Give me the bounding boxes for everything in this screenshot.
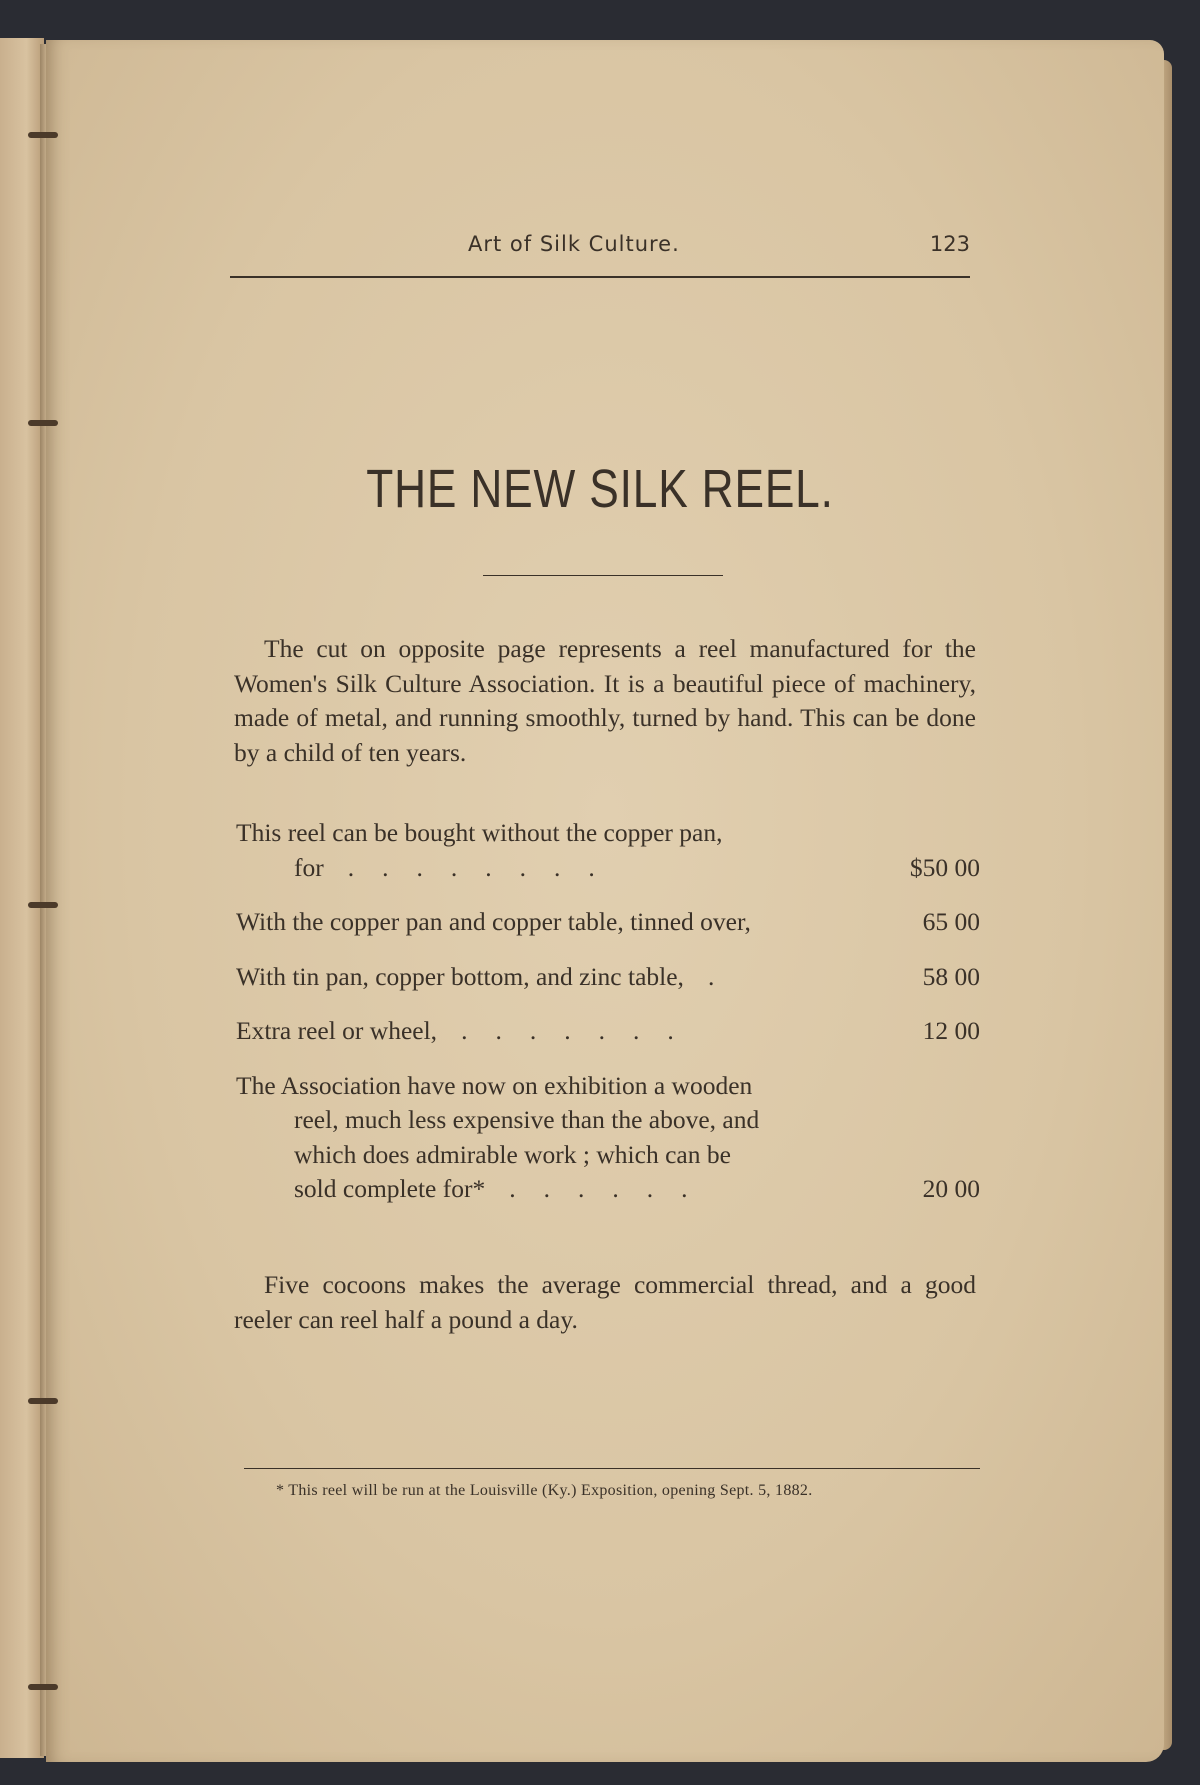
dot-leader: ....... — [461, 1016, 702, 1045]
binding-stitch — [28, 1398, 58, 1404]
price-item-text: which does admirable work ; which can be — [294, 1139, 731, 1169]
price-item — [236, 960, 980, 995]
row-gap — [236, 994, 980, 1014]
row-gap — [236, 1049, 980, 1069]
price-item-line — [236, 1172, 894, 1207]
dot-leader: . — [707, 961, 743, 991]
intro-paragraph: The cut on opposite page represents a reel manufactured for the Women's Silk Culture Association. It is a beautiful piece of machinery, made of metal, and running smoothly, turned by hand. This can be done by a child of ten years. — [234, 634, 976, 767]
price-item — [236, 1014, 980, 1049]
header-rule — [230, 276, 970, 278]
price-item-text: With the copper pan and copper table, tinned over, — [236, 907, 751, 936]
title-rule — [483, 575, 723, 576]
price-list — [236, 816, 980, 1207]
price-item-line — [236, 1014, 836, 1049]
price-item-text: sold complete for* — [294, 1174, 486, 1203]
price-item-text: This reel can be bought without the copper pan, — [236, 818, 723, 847]
price-item-line — [236, 905, 836, 940]
price-item — [236, 1069, 980, 1207]
price-item-line — [236, 960, 836, 995]
binding-stitch — [28, 902, 58, 908]
price-item-text: for — [294, 852, 324, 882]
running-head — [230, 232, 970, 266]
chapter-title: THE NEW SILK REEL. — [366, 459, 834, 519]
row-gap — [236, 885, 980, 905]
price-item — [236, 905, 980, 940]
dot-leader: ........ — [347, 852, 623, 882]
running-head-title: Art of Silk Culture. — [468, 232, 680, 256]
footnote: * This reel will be run at the Louisville (Ky.) Exposition, opening Sept. 5, 1882. — [276, 1482, 813, 1499]
price-item-text: reel, much less expensive than the above, and — [294, 1105, 760, 1134]
price-value: 65 00 — [922, 907, 980, 936]
price-item-line — [236, 816, 836, 851]
footnote-rule — [244, 1468, 980, 1469]
price-value: 12 00 — [922, 1016, 980, 1045]
price-item-text: Extra reel or wheel, — [236, 1016, 438, 1045]
binding-stitch — [28, 132, 58, 138]
price-item-text: The Association have now on exhibition a wooden — [236, 1070, 753, 1100]
row-gap — [236, 940, 980, 960]
closing-paragraph: Five cocoons makes the average commercial thread, and a good reeler can reel half a pound a day. — [234, 1270, 976, 1334]
binding-stitch — [28, 420, 58, 426]
dot-leader: ...... — [509, 1174, 716, 1203]
page-number: 123 — [929, 232, 970, 256]
price-value: 20 00 — [922, 1174, 980, 1203]
price-item-line — [236, 851, 894, 886]
binding-stitch — [28, 1684, 58, 1690]
price-item — [236, 816, 980, 885]
price-value: 58 00 — [922, 961, 980, 991]
price-item-line — [236, 1138, 894, 1173]
price-item-line — [236, 1103, 894, 1138]
price-item-text: With tin pan, copper bottom, and zinc table, — [236, 961, 684, 991]
price-value: $50 00 — [909, 852, 980, 882]
price-item-line — [236, 1069, 836, 1104]
left-page-edge — [0, 38, 44, 1758]
